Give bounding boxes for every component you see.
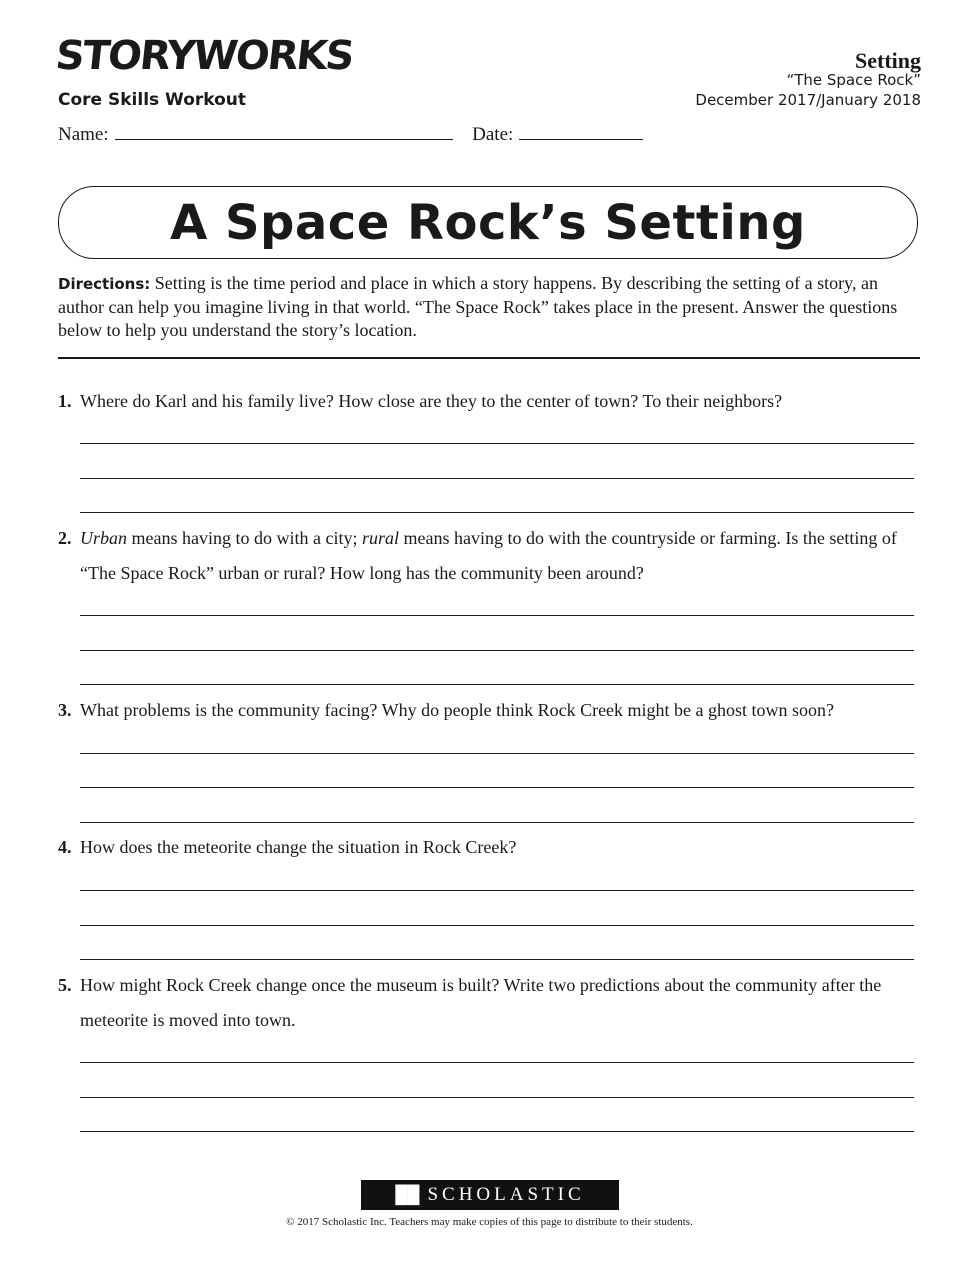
question-text: [80, 521, 923, 591]
answer-line[interactable]: [80, 478, 914, 479]
publisher-name: SCHOLASTIC: [427, 1184, 585, 1205]
storyworks-logo: STORYWORKS: [53, 33, 355, 79]
question-number: 1.: [58, 391, 72, 411]
answer-line[interactable]: [80, 1131, 914, 1132]
name-date-row: [58, 123, 643, 146]
answer-line[interactable]: [80, 512, 914, 513]
question-4: [58, 830, 923, 865]
question-text-part: means having to do with the countryside or farming. Is the setting of “The Space Rock” urban or rural? How long has the community been around?: [80, 528, 897, 583]
question-number: 4.: [58, 837, 72, 857]
answer-line[interactable]: [80, 787, 914, 788]
scholastic-logo: [361, 1180, 619, 1210]
question-text-part: means having to do with a city;: [127, 528, 362, 548]
term-rural: rural: [361, 528, 399, 548]
name-field[interactable]: [115, 123, 453, 140]
story-title: “The Space Rock”: [786, 71, 921, 89]
question-number: 3.: [58, 700, 72, 720]
question-1: [58, 384, 923, 419]
answer-line[interactable]: [80, 822, 914, 823]
question-number: 2.: [58, 528, 72, 548]
section-divider: [58, 357, 920, 359]
answer-line[interactable]: [80, 443, 914, 444]
directions-text: Setting is the time period and place in which a story happens. By describing the setting of a story, an author can help you imagine living in that world. “The Space Rock” takes place in the present. Answer the questions below to help you understand the story’s location.: [58, 273, 898, 340]
name-label: Name:: [58, 124, 109, 145]
question-2: [58, 521, 923, 583]
brand-subtitle: Core Skills Workout: [58, 90, 247, 110]
question-3: [58, 693, 923, 728]
question-text: Where do Karl and his family live? How close are they to the center of town? To their neighbors?: [80, 391, 783, 411]
question-number: 5.: [58, 975, 72, 995]
answer-line[interactable]: [80, 753, 914, 754]
question-text: How does the meteorite change the situation in Rock Creek?: [80, 837, 517, 857]
question-5: [58, 968, 923, 1030]
answer-line[interactable]: [80, 890, 914, 891]
question-text: What problems is the community facing? Why do people think Rock Creek might be a ghost town soon?: [80, 700, 835, 720]
directions-label: Directions:: [58, 275, 151, 293]
title-banner: [58, 186, 918, 259]
date-label: Date:: [472, 124, 514, 145]
directions: [58, 272, 923, 342]
issue-date: December 2017/January 2018: [695, 91, 921, 109]
copyright-notice: © 2017 Scholastic Inc. Teachers may make copies of this page to distribute to their students.: [286, 1216, 693, 1228]
worksheet-topic: Setting: [855, 48, 921, 73]
answer-line[interactable]: [80, 925, 914, 926]
answer-line[interactable]: [80, 1097, 914, 1098]
answer-line[interactable]: [80, 1062, 914, 1063]
term-urban: Urban: [80, 528, 128, 548]
date-field[interactable]: [519, 123, 643, 140]
question-text: How might Rock Creek change once the museum is built? Write two predictions about the community after the meteorite is moved into town.: [80, 975, 882, 1030]
page-title: A Space Rock’s Setting: [170, 194, 806, 251]
answer-line[interactable]: [80, 959, 914, 960]
answer-line[interactable]: [80, 650, 914, 651]
answer-line[interactable]: [80, 615, 914, 616]
answer-line[interactable]: [80, 684, 914, 685]
open-book-icon: ██: [395, 1185, 420, 1204]
